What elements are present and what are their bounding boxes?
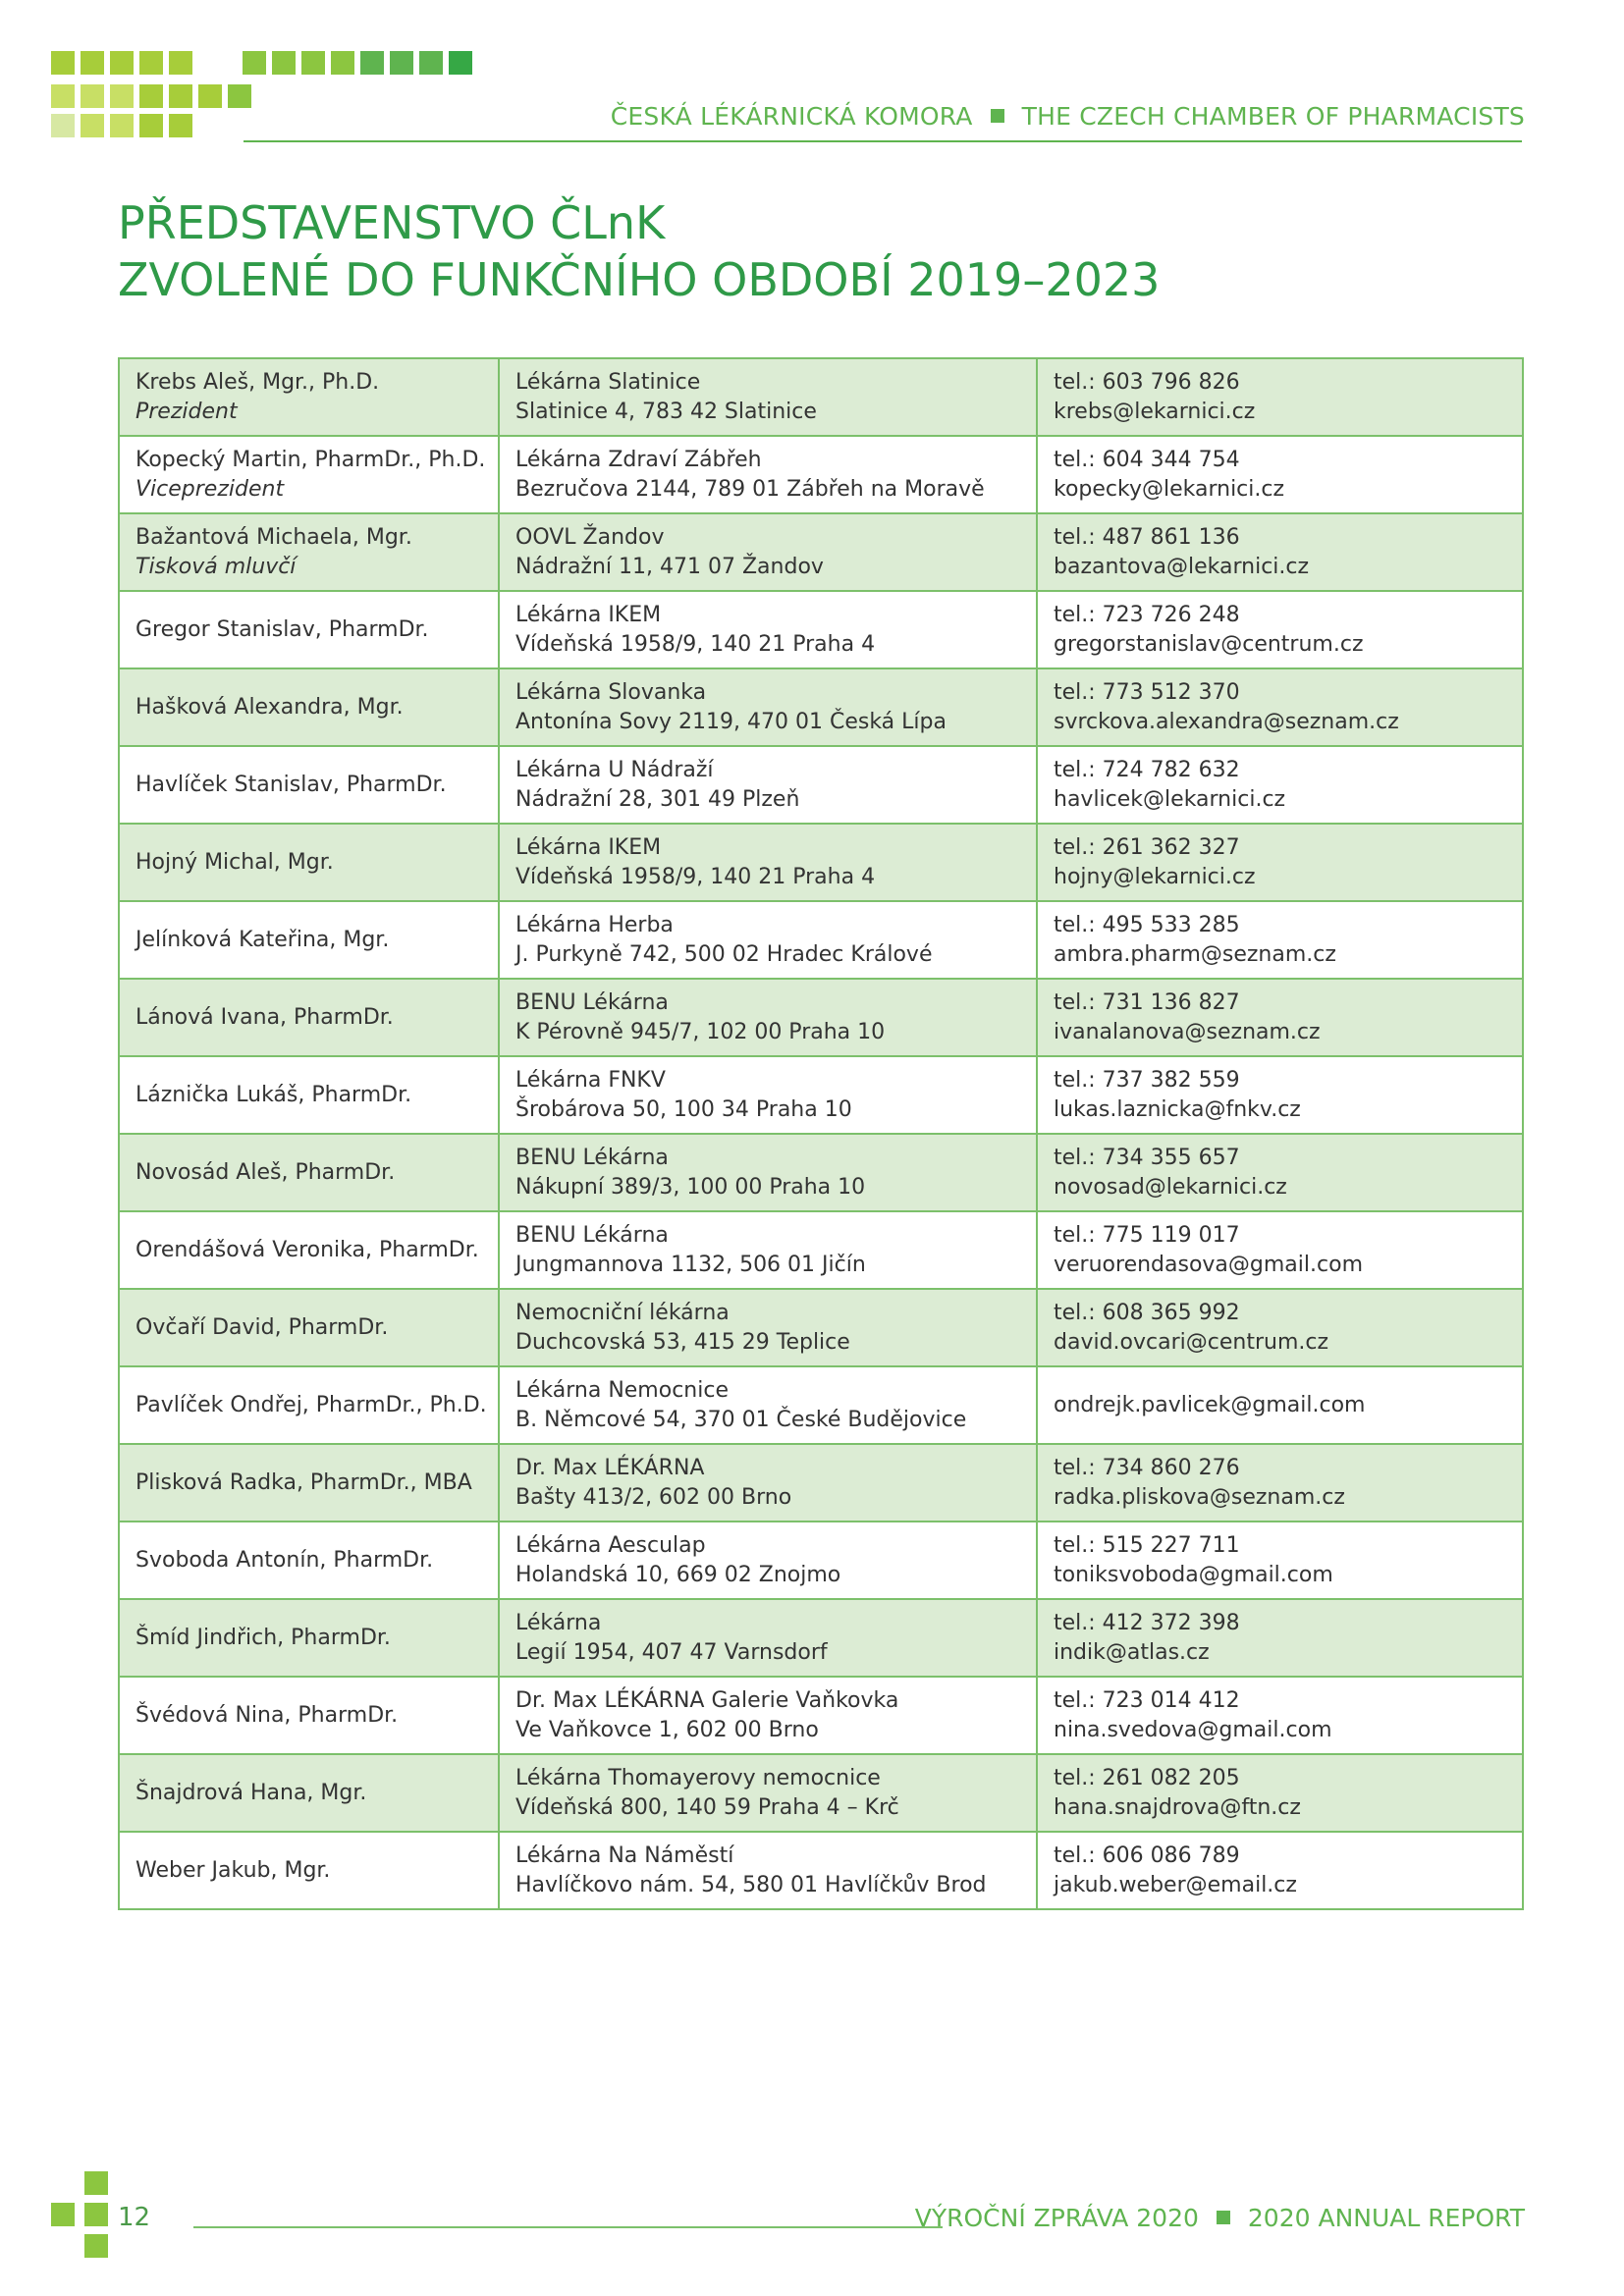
table-row: [119, 1677, 1523, 1754]
contact-phone: tel.: 775 119 017: [1054, 1222, 1240, 1248]
member-name: Lánová Ivana, PharmDr.: [135, 1004, 394, 1030]
pharmacy-name: BENU Lékárna: [515, 1222, 669, 1248]
member-name: Novosád Aleš, PharmDr.: [135, 1159, 396, 1185]
member-cell: [119, 824, 499, 901]
member-name: Orendášová Veronika, PharmDr.: [135, 1237, 479, 1262]
member-cell: [119, 1211, 499, 1289]
pharmacy-name: Nemocniční lékárna: [515, 1300, 730, 1325]
pharmacy-name: Dr. Max LÉKÁRNA: [515, 1455, 705, 1480]
pharmacy-address: K Pérovně 945/7, 102 00 Praha 10: [515, 1019, 886, 1044]
contact-email[interactable]: krebs@lekarnici.cz: [1054, 399, 1256, 424]
pharmacy-name: Lékárna Aesculap: [515, 1532, 706, 1558]
member-cell: [119, 901, 499, 979]
contact-phone: tel.: 608 365 992: [1054, 1300, 1240, 1325]
member-cell: [119, 979, 499, 1056]
pharmacy-name: BENU Lékárna: [515, 989, 669, 1015]
table-row: [119, 1754, 1523, 1832]
contact-email[interactable]: radka.pliskova@seznam.cz: [1054, 1484, 1345, 1510]
contact-phone: tel.: 603 796 826: [1054, 369, 1240, 395]
contact-email[interactable]: david.ovcari@centrum.cz: [1054, 1329, 1329, 1355]
pharmacy-name: Lékárna Slatinice: [515, 369, 701, 395]
pharmacy-address: Bezručova 2144, 789 01 Zábřeh na Moravě: [515, 476, 985, 502]
footer-running-title: [915, 2200, 1525, 2235]
contact-email[interactable]: veruorendasova@gmail.com: [1054, 1252, 1363, 1277]
member-cell: [119, 1832, 499, 1909]
pharmacy-address: J. Purkyně 742, 500 02 Hradec Králové: [515, 941, 933, 967]
member-cell: [119, 591, 499, 668]
pharmacy-cell: [499, 1056, 1037, 1134]
contact-cell: [1037, 1599, 1523, 1677]
contact-cell: [1037, 1056, 1523, 1134]
footer-right-text: 2020 ANNUAL REPORT: [1247, 2203, 1525, 2232]
footer-rule: [193, 2226, 943, 2228]
contact-email[interactable]: ambra.pharm@seznam.cz: [1054, 941, 1336, 967]
contact-email[interactable]: novosad@lekarnici.cz: [1054, 1174, 1287, 1200]
contact-phone: tel.: 604 344 754: [1054, 447, 1240, 472]
pharmacy-cell: [499, 1366, 1037, 1444]
table-row: [119, 1522, 1523, 1599]
table-row: [119, 436, 1523, 513]
footer-separator-square: [1217, 2211, 1230, 2224]
member-cell: [119, 746, 499, 824]
page-title: [118, 194, 1160, 308]
contact-email[interactable]: hana.snajdrova@ftn.cz: [1054, 1794, 1301, 1820]
member-cell: [119, 1599, 499, 1677]
contact-phone: tel.: 734 860 276: [1054, 1455, 1240, 1480]
pharmacy-name: Lékárna IKEM: [515, 602, 662, 627]
pharmacy-cell: [499, 1444, 1037, 1522]
member-name: Gregor Stanislav, PharmDr.: [135, 616, 429, 642]
contact-email[interactable]: toniksvoboda@gmail.com: [1054, 1562, 1333, 1587]
member-cell: [119, 1134, 499, 1211]
contact-phone: tel.: 773 512 370: [1054, 679, 1240, 705]
contact-phone: tel.: 495 533 285: [1054, 912, 1240, 937]
contact-phone: tel.: 261 082 205: [1054, 1765, 1240, 1790]
pharmacy-address: Ve Vaňkovce 1, 602 00 Brno: [515, 1717, 819, 1742]
member-role: Viceprezident: [135, 476, 285, 502]
table-row: [119, 1134, 1523, 1211]
member-name: Plisková Radka, PharmDr., MBA: [135, 1469, 472, 1495]
member-name: Švédová Nina, PharmDr.: [135, 1702, 399, 1728]
pharmacy-name: Lékárna Thomayerovy nemocnice: [515, 1765, 881, 1790]
pharmacy-cell: [499, 1599, 1037, 1677]
member-name: Šnajdrová Hana, Mgr.: [135, 1780, 367, 1805]
contact-cell: [1037, 1211, 1523, 1289]
contact-email[interactable]: indik@atlas.cz: [1054, 1639, 1210, 1665]
contact-cell: [1037, 1832, 1523, 1909]
member-cell: [119, 668, 499, 746]
member-cell: [119, 1289, 499, 1366]
pharmacy-cell: [499, 1677, 1037, 1754]
member-name: Weber Jakub, Mgr.: [135, 1857, 331, 1883]
contact-cell: [1037, 1754, 1523, 1832]
table-row: [119, 824, 1523, 901]
table-row: [119, 1289, 1523, 1366]
table-row: [119, 591, 1523, 668]
page-title-line1: PŘEDSTAVENSTVO ČLnK: [118, 196, 666, 249]
contact-phone: tel.: 412 372 398: [1054, 1610, 1240, 1635]
member-cell: [119, 1444, 499, 1522]
board-members-table: [118, 357, 1524, 1910]
member-name: Láznička Lukáš, PharmDr.: [135, 1082, 412, 1107]
contact-cell: [1037, 358, 1523, 436]
member-name: Hašková Alexandra, Mgr.: [135, 694, 404, 720]
page-number: 12: [118, 2203, 151, 2232]
table-row: [119, 1832, 1523, 1909]
pharmacy-cell: [499, 824, 1037, 901]
pharmacy-name: Lékárna Na Náměstí: [515, 1842, 734, 1868]
header-left-text: ČESKÁ LÉKÁRNICKÁ KOMORA: [610, 101, 973, 131]
pharmacy-cell: [499, 1522, 1037, 1599]
pharmacy-cell: [499, 591, 1037, 668]
table-row: [119, 746, 1523, 824]
pharmacy-address: Nákupní 389/3, 100 00 Praha 10: [515, 1174, 866, 1200]
contact-cell: [1037, 824, 1523, 901]
header-right-text: THE CZECH CHAMBER OF PHARMACISTS: [1021, 101, 1525, 131]
table-row: [119, 668, 1523, 746]
contact-email[interactable]: bazantova@lekarnici.cz: [1054, 554, 1310, 579]
contact-phone: tel.: 723 726 248: [1054, 602, 1240, 627]
contact-cell: [1037, 513, 1523, 591]
member-cell: [119, 1056, 499, 1134]
pharmacy-address: Šrobárova 50, 100 34 Praha 10: [515, 1096, 852, 1122]
pharmacy-cell: [499, 1211, 1037, 1289]
pharmacy-cell: [499, 668, 1037, 746]
table-row: [119, 358, 1523, 436]
table-row: [119, 1599, 1523, 1677]
pharmacy-cell: [499, 746, 1037, 824]
contact-cell: [1037, 1289, 1523, 1366]
contact-phone: tel.: 487 861 136: [1054, 524, 1240, 550]
contact-cell: [1037, 1677, 1523, 1754]
member-name: Havlíček Stanislav, PharmDr.: [135, 772, 447, 797]
pharmacy-address: Legií 1954, 407 47 Varnsdorf: [515, 1639, 828, 1665]
pharmacy-name: Dr. Max LÉKÁRNA Galerie Vaňkovka: [515, 1687, 899, 1713]
pharmacy-address: Nádražní 28, 301 49 Plzeň: [515, 786, 800, 812]
member-cell: [119, 1754, 499, 1832]
pharmacy-cell: [499, 1134, 1037, 1211]
pharmacy-address: Holandská 10, 669 02 Znojmo: [515, 1562, 841, 1587]
contact-phone: tel.: 734 355 657: [1054, 1145, 1240, 1170]
pharmacy-name: OOVL Žandov: [515, 524, 665, 550]
member-cell: [119, 436, 499, 513]
contact-email[interactable]: svrckova.alexandra@seznam.cz: [1054, 709, 1399, 734]
pharmacy-address: Havlíčkovo nám. 54, 580 01 Havlíčkův Brod: [515, 1872, 987, 1897]
pharmacy-cell: [499, 901, 1037, 979]
table-row: [119, 901, 1523, 979]
pharmacy-name: Lékárna U Nádraží: [515, 757, 714, 782]
pharmacy-name: Lékárna Slovanka: [515, 679, 707, 705]
pharmacy-name: BENU Lékárna: [515, 1145, 669, 1170]
contact-cell: [1037, 1134, 1523, 1211]
member-cell: [119, 513, 499, 591]
contact-email[interactable]: havlicek@lekarnici.cz: [1054, 786, 1286, 812]
contact-phone: tel.: 737 382 559: [1054, 1067, 1240, 1093]
table-row: [119, 1366, 1523, 1444]
contact-email[interactable]: nina.svedova@gmail.com: [1054, 1717, 1332, 1742]
contact-email[interactable]: jakub.weber@email.cz: [1054, 1872, 1297, 1897]
contact-phone: tel.: 261 362 327: [1054, 834, 1240, 860]
pharmacy-address: B. Němcové 54, 370 01 České Budějovice: [515, 1407, 967, 1432]
contact-cell: [1037, 1366, 1523, 1444]
member-cell: [119, 1522, 499, 1599]
contact-phone: tel.: 724 782 632: [1054, 757, 1240, 782]
pharmacy-name: Lékárna: [515, 1610, 602, 1635]
table-row: [119, 979, 1523, 1056]
member-role: Tisková mluvčí: [135, 554, 297, 579]
member-name: Bažantová Michaela, Mgr.: [135, 524, 412, 550]
pharmacy-address: Bašty 413/2, 602 00 Brno: [515, 1484, 792, 1510]
member-name: Krebs Aleš, Mgr., Ph.D.: [135, 369, 380, 395]
pharmacy-cell: [499, 1832, 1037, 1909]
footer-left-text: VÝROČNÍ ZPRÁVA 2020: [914, 2203, 1199, 2232]
contact-phone: tel.: 515 227 711: [1054, 1532, 1240, 1558]
member-cell: [119, 1677, 499, 1754]
pharmacy-cell: [499, 1754, 1037, 1832]
member-role: Prezident: [135, 399, 238, 424]
member-name: Pavlíček Ondřej, PharmDr., Ph.D.: [135, 1392, 487, 1417]
contact-cell: [1037, 1444, 1523, 1522]
member-name: Hojný Michal, Mgr.: [135, 849, 334, 875]
pharmacy-name: Lékárna Herba: [515, 912, 674, 937]
contact-cell: [1037, 668, 1523, 746]
member-name: Šmíd Jindřich, PharmDr.: [135, 1625, 391, 1650]
pharmacy-address: Antonína Sovy 2119, 470 01 Česká Lípa: [515, 709, 947, 734]
contact-phone: tel.: 731 136 827: [1054, 989, 1240, 1015]
contact-email[interactable]: kopecky@lekarnici.cz: [1054, 476, 1285, 502]
contact-cell: [1037, 979, 1523, 1056]
pharmacy-address: Jungmannova 1132, 506 01 Jičín: [515, 1252, 866, 1277]
pharmacy-cell: [499, 436, 1037, 513]
table-row: [119, 1056, 1523, 1134]
table-row: [119, 513, 1523, 591]
contact-phone: tel.: 606 086 789: [1054, 1842, 1240, 1868]
pharmacy-name: Lékárna IKEM: [515, 834, 662, 860]
pharmacy-cell: [499, 358, 1037, 436]
page-title-line2: ZVOLENÉ DO FUNKČNÍHO OBDOBÍ 2019–2023: [118, 253, 1161, 306]
contact-email[interactable]: ivanalanova@seznam.cz: [1054, 1019, 1321, 1044]
pharmacy-name: Lékárna FNKV: [515, 1067, 666, 1093]
pharmacy-cell: [499, 513, 1037, 591]
pharmacy-address: Nádražní 11, 471 07 Žandov: [515, 554, 824, 579]
member-name: Jelínková Kateřina, Mgr.: [135, 927, 390, 952]
contact-cell: [1037, 746, 1523, 824]
member-name: Kopecký Martin, PharmDr., Ph.D.: [135, 447, 486, 472]
contact-email[interactable]: hojny@lekarnici.cz: [1054, 864, 1256, 889]
contact-email[interactable]: gregorstanislav@centrum.cz: [1054, 631, 1364, 657]
contact-phone: tel.: 723 014 412: [1054, 1687, 1240, 1713]
pharmacy-address: Slatinice 4, 783 42 Slatinice: [515, 399, 817, 424]
pharmacy-address: Duchcovská 53, 415 29 Teplice: [515, 1329, 850, 1355]
table-row: [119, 1211, 1523, 1289]
table-row: [119, 1444, 1523, 1522]
member-cell: [119, 358, 499, 436]
pharmacy-name: Lékárna Nemocnice: [515, 1377, 729, 1403]
header-running-title: [611, 98, 1525, 133]
pharmacy-address: Vídeňská 1958/9, 140 21 Praha 4: [515, 631, 876, 657]
member-name: Svoboda Antonín, PharmDr.: [135, 1547, 434, 1573]
member-name: Ovčaří David, PharmDr.: [135, 1314, 389, 1340]
contact-cell: [1037, 1522, 1523, 1599]
contact-cell: [1037, 591, 1523, 668]
member-cell: [119, 1366, 499, 1444]
pharmacy-cell: [499, 979, 1037, 1056]
pharmacy-address: Vídeňská 1958/9, 140 21 Praha 4: [515, 864, 876, 889]
header-rule: [244, 140, 1522, 142]
pharmacy-address: Vídeňská 800, 140 59 Praha 4 – Krč: [515, 1794, 899, 1820]
pharmacy-cell: [499, 1289, 1037, 1366]
contact-cell: [1037, 901, 1523, 979]
header-separator-square: [991, 109, 1004, 123]
contact-email[interactable]: lukas.laznicka@fnkv.cz: [1054, 1096, 1301, 1122]
pharmacy-name: Lékárna Zdraví Zábřeh: [515, 447, 762, 472]
contact-cell: [1037, 436, 1523, 513]
contact-email[interactable]: ondrejk.pavlicek@gmail.com: [1054, 1392, 1366, 1417]
